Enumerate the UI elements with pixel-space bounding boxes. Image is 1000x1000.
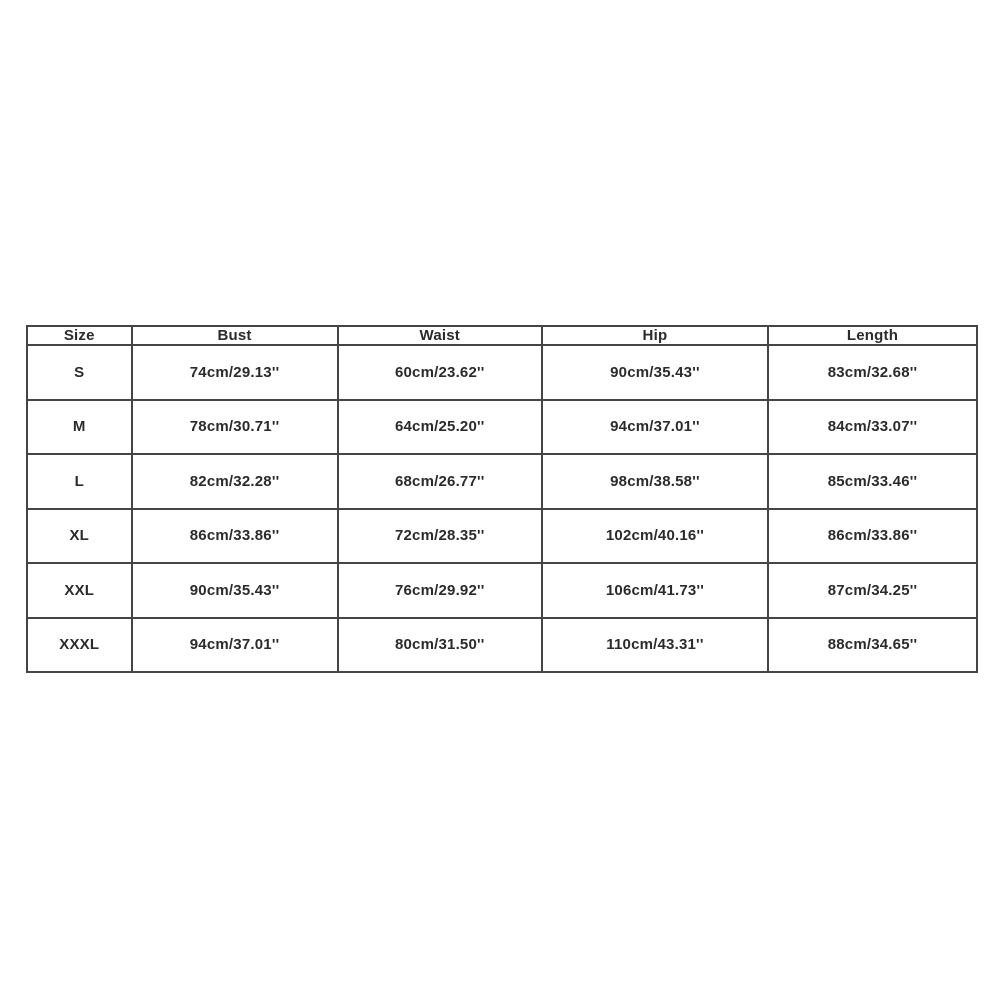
- cell-waist: 76cm/29.92'': [338, 563, 542, 618]
- cell-waist: 60cm/23.62'': [338, 345, 542, 400]
- cell-bust: 74cm/29.13'': [132, 345, 338, 400]
- cell-length: 86cm/33.86'': [768, 509, 977, 564]
- cell-size: XL: [27, 509, 132, 564]
- cell-hip: 90cm/35.43'': [542, 345, 768, 400]
- cell-hip: 98cm/38.58'': [542, 454, 768, 509]
- size-chart-table: [26, 325, 978, 673]
- cell-bust: 94cm/37.01'': [132, 618, 338, 673]
- table-row-l: [27, 454, 977, 509]
- cell-hip: 110cm/43.31'': [542, 618, 768, 673]
- table-row-m: [27, 400, 977, 455]
- cell-length: 87cm/34.25'': [768, 563, 977, 618]
- cell-size: XXL: [27, 563, 132, 618]
- cell-size: L: [27, 454, 132, 509]
- cell-hip: 106cm/41.73'': [542, 563, 768, 618]
- cell-size: M: [27, 400, 132, 455]
- table-row-xxl: [27, 563, 977, 618]
- cell-waist: 64cm/25.20'': [338, 400, 542, 455]
- column-header-bust: Bust: [132, 326, 338, 345]
- column-header-waist: Waist: [338, 326, 542, 345]
- table-row-xxxl: [27, 618, 977, 673]
- cell-bust: 86cm/33.86'': [132, 509, 338, 564]
- cell-bust: 90cm/35.43'': [132, 563, 338, 618]
- column-header-hip: Hip: [542, 326, 768, 345]
- table-row-s: [27, 345, 977, 400]
- cell-length: 88cm/34.65'': [768, 618, 977, 673]
- header-row: [27, 326, 977, 345]
- table-row-xl: [27, 509, 977, 564]
- cell-waist: 72cm/28.35'': [338, 509, 542, 564]
- cell-hip: 102cm/40.16'': [542, 509, 768, 564]
- cell-length: 85cm/33.46'': [768, 454, 977, 509]
- cell-bust: 82cm/32.28'': [132, 454, 338, 509]
- cell-size: S: [27, 345, 132, 400]
- column-header-size: Size: [27, 326, 132, 345]
- cell-hip: 94cm/37.01'': [542, 400, 768, 455]
- size-chart: [26, 325, 978, 673]
- cell-size: XXXL: [27, 618, 132, 673]
- cell-waist: 68cm/26.77'': [338, 454, 542, 509]
- cell-waist: 80cm/31.50'': [338, 618, 542, 673]
- cell-length: 83cm/32.68'': [768, 345, 977, 400]
- column-header-length: Length: [768, 326, 977, 345]
- cell-bust: 78cm/30.71'': [132, 400, 338, 455]
- cell-length: 84cm/33.07'': [768, 400, 977, 455]
